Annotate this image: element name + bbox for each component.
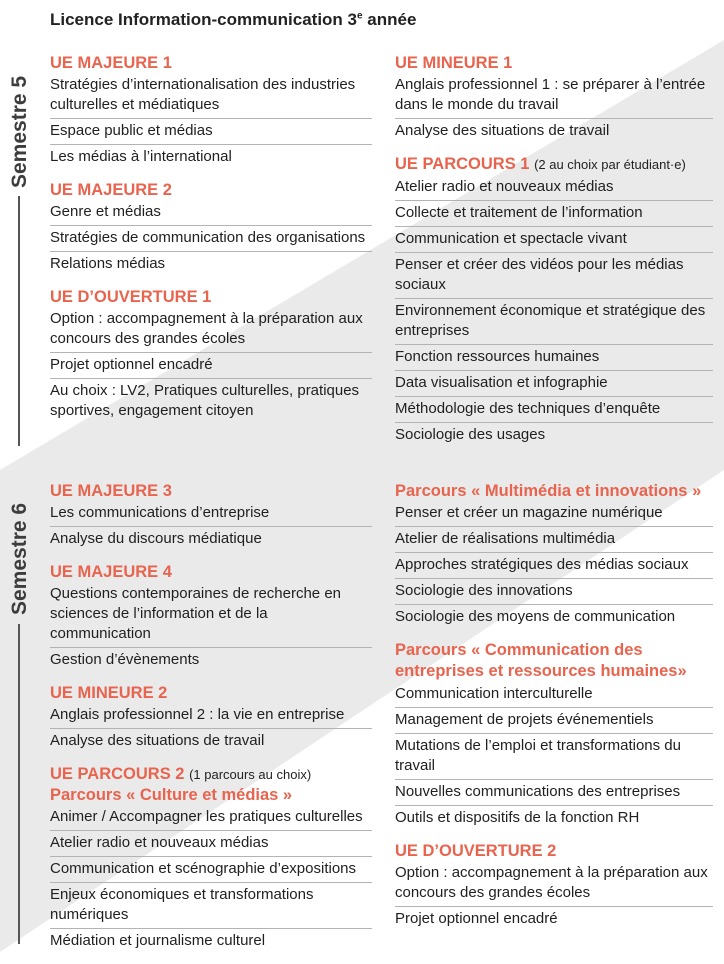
course-item: Relations médias [50,255,166,272]
course-item: Anglais professionnel 2 : la vie en entreprise [50,703,372,729]
course-item: Analyse des situations de travail [50,732,265,749]
ue-title: UE MINEURE 1 [395,54,513,72]
course-item: Les communications d’entreprise [50,501,372,527]
semester-5-label: Semestre 5 [8,75,31,188]
ue-title: Parcours « Multimédia et innovations » [395,482,702,500]
course-item: Stratégies d’internationalisation des industries culturelles et médiatiques [50,73,372,119]
ue-block [395,53,713,144]
semester-5-divider [18,196,20,446]
ue-title: UE D’OUVERTURE 2 [395,842,557,860]
ue-block [50,764,372,954]
course-item: Médiation et journalisme culturel [50,932,266,949]
ue-block [50,180,372,277]
course-item: Analyse du discours médiatique [50,530,262,547]
ue-title: UE D’OUVERTURE 1 [50,288,212,306]
course-item: Stratégies de communication des organisations [50,226,372,252]
course-item: Gestion d’évènements [50,651,200,668]
page-title: Licence Information-communication 3e année [50,10,417,29]
ue-block [395,640,713,831]
course-item: Data visualisation et infographie [395,371,713,397]
course-item: Atelier de réalisations multimédia [395,527,713,553]
course-item: Les médias à l’international [50,148,232,165]
ue-note: (2 au choix par étudiant·e) [534,157,686,172]
course-item: Analyse des situations de travail [395,122,610,139]
ue-block [50,562,372,673]
course-item: Sociologie des moyens de communication [395,608,676,625]
ue-title: UE MAJEURE 4 [50,563,172,581]
course-item: Communication et scénographie d’expositions [50,857,372,883]
ue-title: UE MAJEURE 3 [50,482,172,500]
course-item: Sociologie des usages [395,426,546,443]
course-item: Option : accompagnement à la préparation aux concours des grandes écoles [50,307,372,353]
ue-title: UE MAJEURE 2 [50,181,172,199]
ue-note: (1 parcours au choix) [189,767,312,782]
ue-block [50,53,372,170]
course-item: Atelier radio et nouveaux médias [395,175,713,201]
course-item: Méthodologie des techniques d’enquête [395,397,713,423]
semester-6-label: Semestre 6 [8,502,31,615]
course-item: Espace public et médias [50,119,372,145]
course-item: Management de projets événementiels [395,708,713,734]
course-item: Atelier radio et nouveaux médias [50,831,372,857]
ue-title: Parcours « Communication des entreprises et ressources humaines» [395,641,687,680]
course-item: Questions contemporaines de recherche en sciences de l’information et de la communication [50,582,372,648]
course-item: Collecte et traitement de l’information [395,201,713,227]
course-item: Communication interculturelle [395,682,713,708]
course-item: Nouvelles communications des entreprises [395,780,713,806]
course-item: Fonction ressources humaines [395,345,713,371]
course-item: Enjeux économiques et transformations numériques [50,883,372,929]
course-item: Mutations de l’emploi et transformations du travail [395,734,713,780]
ue-title: UE PARCOURS 1 (2 au choix par étudiant·e) [395,155,686,173]
course-item: Option : accompagnement à la préparation aux concours des grandes écoles [395,861,713,907]
course-item: Approches stratégiques des médias sociaux [395,553,713,579]
ue-title: UE PARCOURS 2 (1 parcours au choix) [50,765,312,783]
ue-block [50,287,372,424]
semester-5-left-column [50,53,372,434]
semester-6-left-column [50,481,372,964]
course-item: Penser et créer un magazine numérique [395,501,713,527]
semester-5-right-column [395,53,713,458]
course-item: Anglais professionnel 1 : se préparer à l’entrée dans le monde du travail [395,73,713,119]
semester-6-right-column [395,481,713,942]
ue-title: UE MAJEURE 1 [50,54,172,72]
course-item: Au choix : LV2, Pratiques culturelles, pratiques sportives, engagement citoyen [50,382,360,419]
ue-title: UE MINEURE 2 [50,684,168,702]
course-item: Communication et spectacle vivant [395,227,713,253]
ue-block [395,481,713,630]
course-item: Genre et médias [50,200,372,226]
ue-block [50,481,372,552]
course-item: Penser et créer des vidéos pour les médias sociaux [395,253,713,299]
course-item: Projet optionnel encadré [50,353,372,379]
course-item: Outils et dispositifs de la fonction RH [395,809,640,826]
ue-block [395,841,713,932]
ue-block [50,683,372,754]
course-item: Environnement économique et stratégique des entreprises [395,299,713,345]
course-item: Sociologie des innovations [395,579,713,605]
course-item: Animer / Accompagner les pratiques culturelles [50,805,372,831]
course-item: Projet optionnel encadré [395,910,558,927]
ue-block [395,154,713,448]
semester-6-divider [18,624,20,944]
parcours-subtitle: Parcours « Culture et médias » [50,786,293,804]
